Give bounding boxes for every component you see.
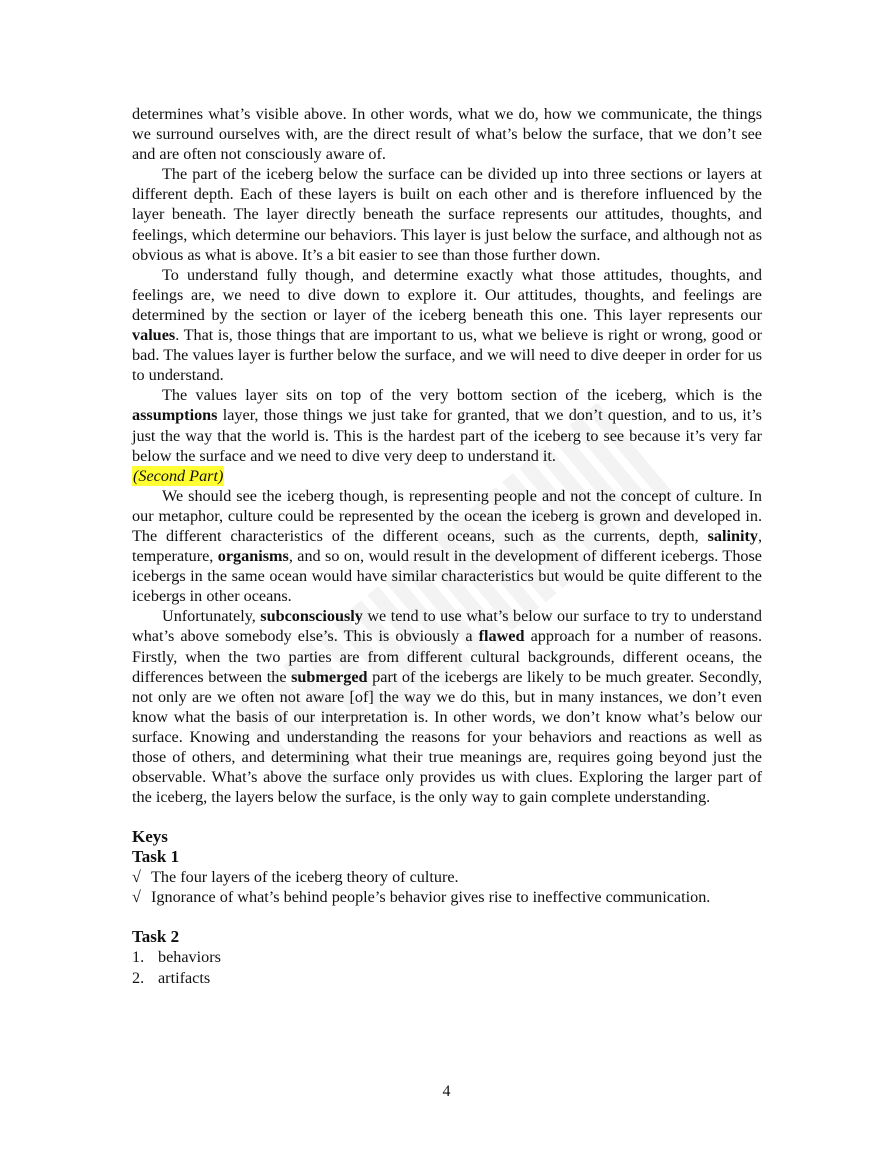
paragraph-3-text-2: . That is, those things that are important to us, what we believe is right or wrong, good or bad. The values layer is further below the surface, and we will need to dive deeper in order for us to understand. — [132, 326, 762, 385]
check-mark-icon: √ — [132, 868, 141, 887]
bold-term-flawed: flawed — [478, 627, 525, 646]
paragraph-1: determines what’s visible above. In other words, what we do, how we communicate, the things we surround ourselves with, are the direct result of what’s below the surface, that we don’t see and are often not consciously aware of. — [132, 105, 762, 164]
paragraph-6-text: Unfortunately, — [162, 607, 261, 626]
task-2-heading: Task 2 — [132, 927, 180, 947]
paragraph-4-text: The values layer sits on top of the very bottom section of the iceberg, which is the — [162, 386, 762, 405]
check-mark-icon: √ — [132, 888, 141, 907]
section-label-highlight: (Second Part) — [133, 466, 224, 485]
keys-heading: Keys — [132, 827, 168, 847]
task-1-item — [132, 887, 762, 907]
paragraph-6-text-3: approach for a number of reasons. Firstly, when the two parties are from different cultural backgrounds, different oceans, the differences between the — [132, 627, 763, 686]
task-1-item — [132, 867, 762, 887]
bold-term-assumptions: assumptions — [132, 406, 218, 425]
paragraph-3 — [132, 265, 762, 386]
bold-term-subconsciously: subconsciously — [260, 607, 363, 626]
document-body — [132, 104, 762, 988]
item-text: artifacts — [158, 968, 211, 987]
task-2-item — [132, 968, 762, 988]
task-2-item — [132, 947, 762, 967]
task-1-item-text: Ignorance of what’s behind people’s behavior gives rise to ineffective communication. — [151, 888, 711, 907]
bold-term-submerged: submerged — [291, 667, 368, 686]
paragraph-6-text-2: we tend to use what’s below our surface to try to understand what’s above somebody else’s. This is obviously a — [132, 607, 763, 646]
item-number: 2. — [132, 968, 145, 987]
paragraph-5-text-3: , and so on, would result in the development of different icebergs. Those icebergs in the same ocean would have similar characteristics but would be quite different to the icebergs in other oceans. — [132, 547, 762, 606]
page-number: 4 — [442, 1083, 451, 1100]
spacer — [132, 907, 762, 927]
paragraph-5-text-2: , temperature, — [132, 526, 762, 566]
task-1-item-text: The four layers of the iceberg theory of culture. — [151, 868, 459, 887]
task-1-heading: Task 1 — [132, 847, 180, 867]
section-label-line — [132, 466, 762, 486]
paragraph-6 — [132, 606, 762, 807]
paragraph-6-text-4: part of the icebergs are likely to be much greater. Secondly, not only are we often not aware [of] the way we do this, but in many instances, we don’t even know what the basis of our interpretation is. In other words, we don’t know what’s below our surface. Knowing and understanding the reasons for your behaviors and reactions as well as those of others, and determining what their true meanings are, requires going beyond just the observable. What’s above the surface only provides us with clues. Exploring the larger part of the iceberg, the layers below the surface, is the only way to gain complete understanding. — [132, 667, 762, 807]
bold-term-organisms: organisms — [217, 547, 289, 566]
paragraph-5-text: We should see the iceberg though, is representing people and not the concept of culture. In our metaphor, culture could be represented by the ocean the iceberg is grown and developed in. The different characteristics of the different oceans, such as the currents, depth, — [132, 486, 762, 545]
item-number: 1. — [132, 948, 145, 967]
item-text: behaviors — [158, 948, 221, 967]
paragraph-3-text: To understand fully though, and determine exactly what those attitudes, thoughts, and feelings are, we need to dive down to explore it. Our attitudes, thoughts, and feelings are determined by the section or layer of the iceberg beneath this one. This layer represents our — [132, 265, 762, 324]
spacer — [132, 807, 762, 827]
paragraph-4-text-2: layer, those things we just take for granted, that we don’t question, and to us, it’s just the way that the world is. This is the hardest part of the iceberg to see because it’s very far below the surface and we need to dive very deep to understand it. — [132, 406, 762, 465]
bold-term-salinity: salinity — [707, 526, 758, 545]
paragraph-4 — [132, 385, 762, 465]
paragraph-5 — [132, 486, 762, 607]
paragraph-2: The part of the iceberg below the surface can be divided up into three sections or layers at different depth. Each of these layers is built on each other and is therefore influenced by the layer beneath. The layer directly beneath the surface represents our attitudes, thoughts, and feelings, which determine our behaviors. This layer is just below the surface, and although not as obvious as what is above. It’s a bit easier to see than those further down. — [132, 165, 762, 264]
bold-term-values: values — [132, 326, 176, 345]
